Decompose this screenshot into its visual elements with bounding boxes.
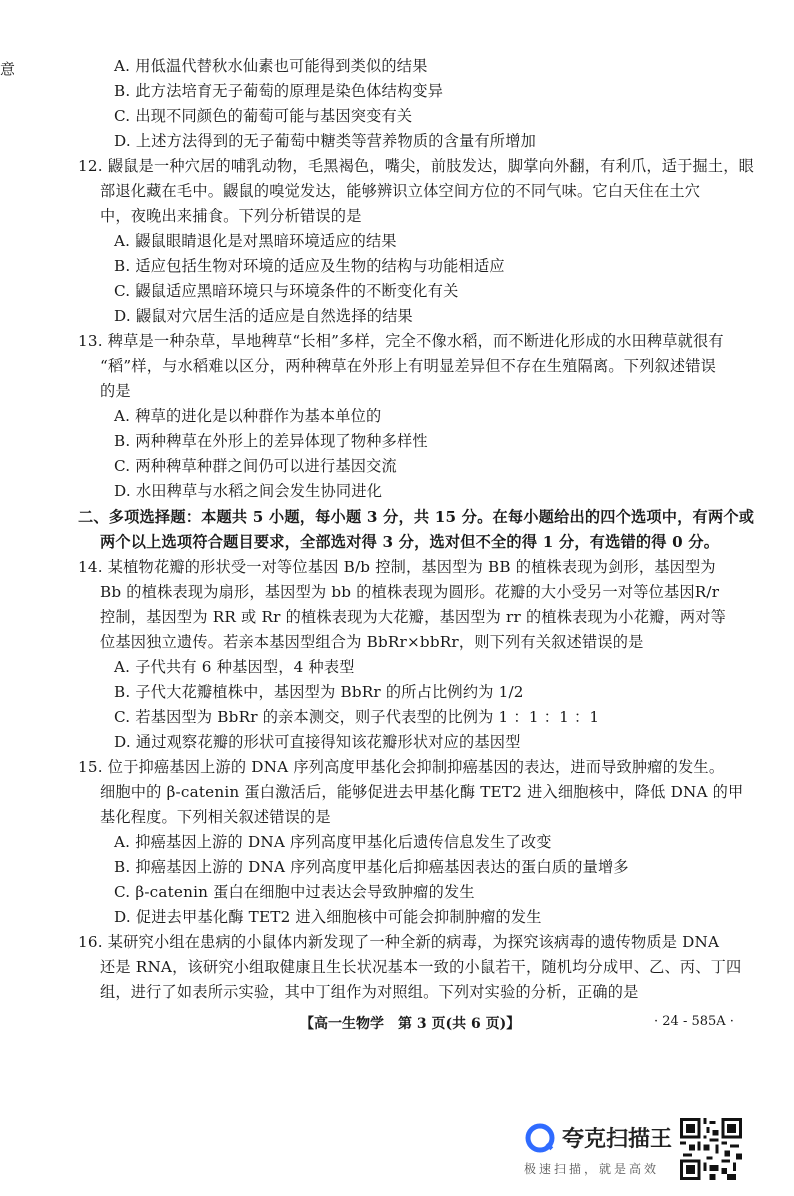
text-line: D. 通过观察花瓣的形状可直接得知该花瓣形状对应的基因型	[114, 733, 521, 751]
text-line: B. 子代大花瓣植株中，基因型为 BbRr 的所占比例约为 1/2	[114, 683, 524, 701]
text-line: A. 用低温代替秋水仙素也可能得到类似的结果	[114, 57, 428, 75]
text-line: 部退化藏在毛中。鼹鼠的嗅觉发达，能够辨识立体空间方位的不同气味。它白天住在土穴	[100, 182, 701, 200]
scanner-watermark	[524, 1120, 674, 1180]
page-footer-code: · 24 - 585A ·	[654, 1014, 734, 1029]
text-line: 的是	[100, 382, 131, 400]
text-line: C. β-catenin 蛋白在细胞中过表达会导致肿瘤的发生	[114, 883, 475, 901]
text-line: C. 鼹鼠适应黑暗环境只与环境条件的不断变化有关	[114, 282, 459, 300]
text-line: 基化程度。下列相关叙述错误的是	[100, 808, 331, 826]
text-line: 位基因独立遗传。若亲本基因型组合为 BbRr×bbRr，则下列有关叙述错误的是	[100, 633, 644, 651]
text-line: A. 鼹鼠眼睛退化是对黑暗环境适应的结果	[114, 232, 397, 250]
text-line: D. 鼹鼠对穴居生活的适应是自然选择的结果	[114, 307, 413, 325]
text-line: B. 抑癌基因上游的 DNA 序列高度甲基化后抑癌基因表达的蛋白质的量增多	[114, 858, 629, 876]
text-line: 组，进行了如表所示实验，其中丁组作为对照组。下列对实验的分析，正确的是	[100, 983, 639, 1001]
qr-code-icon	[680, 1118, 742, 1180]
text-line: C. 若基因型为 BbRr 的亲本测交，则子代表型的比例为 1 ：1 ：1 ：1	[114, 708, 600, 726]
text-line: 12. 鼹鼠是一种穴居的哺乳动物，毛黑褐色，嘴尖，前肢发达，脚掌向外翻，有利爪，适于掘土，眼	[78, 157, 755, 175]
text-line: “稻”样，与水稻难以区分，两种稗草在外形上有明显差异但不存在生殖隔离。下列叙述错误	[100, 357, 717, 375]
text-line: Bb 的植株表现为扇形，基因型为 bb 的植株表现为圆形。花瓣的大小受另一对等位基因R/r	[100, 583, 720, 601]
text-line: 控制，基因型为 RR 或 Rr 的植株表现为大花瓣，基因型为 rr 的植株表现为小花瓣，两对等	[100, 608, 727, 626]
text-line: 16. 某研究小组在患病的小鼠体内新发现了一种全新的病毒，为探究该病毒的遗传物质是 DNA	[78, 933, 720, 951]
text-line: 二、多项选择题：本题共 5 小题，每小题 3 分，共 15 分。在每小题给出的四个选项中，有两个或	[78, 508, 755, 526]
edge-text: 意	[0, 60, 16, 78]
text-line: 14. 某植物花瓣的形状受一对等位基因 B/b 控制，基因型为 BB 的植株表现为剑形，基因型为	[78, 558, 716, 576]
text-line: B. 两种稗草在外形上的差异体现了物种多样性	[114, 432, 428, 450]
text-line: 两个以上选项符合题目要求，全部选对得 3 分，选对但不全的得 1 分，有选错的得 0 分。	[100, 533, 720, 551]
text-line: D. 水田稗草与水稻之间会发生协同进化	[114, 482, 383, 500]
text-line: 15. 位于抑癌基因上游的 DNA 序列高度甲基化会抑制抑癌基因的表达，进而导致肿瘤的发生。	[78, 758, 725, 776]
text-line: A. 子代共有 6 种基因型，4 种表型	[114, 658, 355, 676]
text-line: D. 促进去甲基化酶 TET2 进入细胞核中可能会抑制肿瘤的发生	[114, 908, 542, 926]
text-line: A. 稗草的进化是以种群作为基本单位的	[114, 407, 382, 425]
text-line: A. 抑癌基因上游的 DNA 序列高度甲基化后遗传信息发生了改变	[114, 833, 552, 851]
text-line: 细胞中的 β-catenin 蛋白激活后，能够促进去甲基化酶 TET2 进入细胞核中，降低 DNA 的甲	[100, 783, 744, 801]
text-line: B. 适应包括生物对环境的适应及生物的结构与功能相适应	[114, 257, 505, 275]
text-line: 中，夜晚出来捕食。下列分析错误的是	[100, 207, 362, 225]
scanner-slogan: 极速扫描，就是高效	[524, 1162, 660, 1176]
text-line: 13. 稗草是一种杂草，旱地稗草“长相”多样，完全不像水稻，而不断进化形成的水田稗草就很有	[78, 332, 724, 350]
text-line: C. 出现不同颜色的葡萄可能与基因突变有关	[114, 107, 413, 125]
scanner-logo-icon	[524, 1122, 556, 1154]
scanner-brand-name: 夸克扫描王	[562, 1127, 673, 1152]
text-line: B. 此方法培育无子葡萄的原理是染色体结构变异	[114, 82, 444, 100]
text-line: 还是 RNA，该研究小组取健康且生长状况基本一致的小鼠若干，随机均分成甲、乙、丙、丁四	[100, 958, 742, 976]
page-footer-title: 【高一生物学 第 3 页(共 6 页)】	[300, 1016, 521, 1032]
text-line: C. 两种稗草种群之间仍可以进行基因交流	[114, 457, 397, 475]
text-line: D. 上述方法得到的无子葡萄中糖类等营养物质的含量有所增加	[114, 132, 536, 150]
